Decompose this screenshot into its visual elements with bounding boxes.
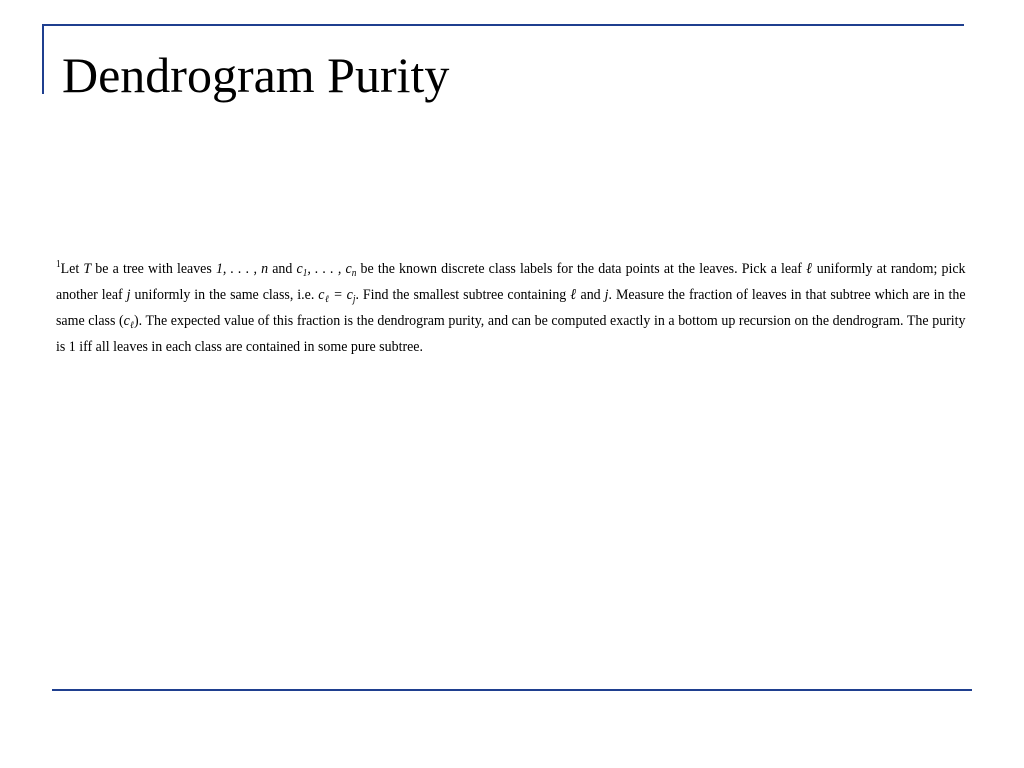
footnote-segment: be the known discrete class labels for the data points at the leaves. Pick a leaf — [356, 261, 807, 277]
footnote-marker: 1 — [56, 259, 61, 270]
footnote-text — [56, 256, 966, 360]
footnote-segment: and — [268, 261, 297, 277]
math-class-equality: $c_\ell = c_j$ — [318, 287, 356, 305]
math-cn: $c_n$ — [345, 261, 357, 279]
math-class-cl: $c_\ell$ — [123, 313, 135, 331]
footnote-segment: and — [576, 287, 605, 303]
footnote-segment: . Find the smallest subtree containing — [355, 287, 571, 303]
slide-title: Dendrogram Purity — [62, 47, 450, 103]
math-c1: $c_1$ — [296, 261, 308, 279]
math-ellipsis: , . . . , — [307, 261, 346, 277]
math-leaf-l: ℓ — [806, 261, 813, 277]
math-leaf-j: j — [126, 287, 131, 303]
math-leaf-j: j — [604, 287, 609, 303]
footnote-segment: ). The expected value of this fraction is the dendrogram purity, and can be computed exactly in a bottom up recursion on the dendrogram. The purity is 1 iff all leaves in each class are contained in some pure subtree. — [56, 313, 966, 355]
footnote-segment: uniformly in the same class, i.e. — [130, 287, 319, 303]
footnote-segment: . Measure the fraction of leaves in that subtree which are in the same class ( — [56, 287, 966, 329]
footer-rule — [52, 689, 972, 691]
math-leaf-l: ℓ — [570, 287, 577, 303]
math-tree-symbol: T — [83, 261, 92, 277]
footnote-segment: be a tree with leaves — [91, 261, 216, 277]
title-left-rule — [42, 24, 44, 94]
title-top-rule — [42, 24, 964, 26]
footnote-segment: uniformly at random; pick another leaf — [56, 261, 966, 303]
math-leaves-range: 1, . . . , n — [215, 261, 269, 277]
footnote-segment: Let — [60, 261, 84, 277]
